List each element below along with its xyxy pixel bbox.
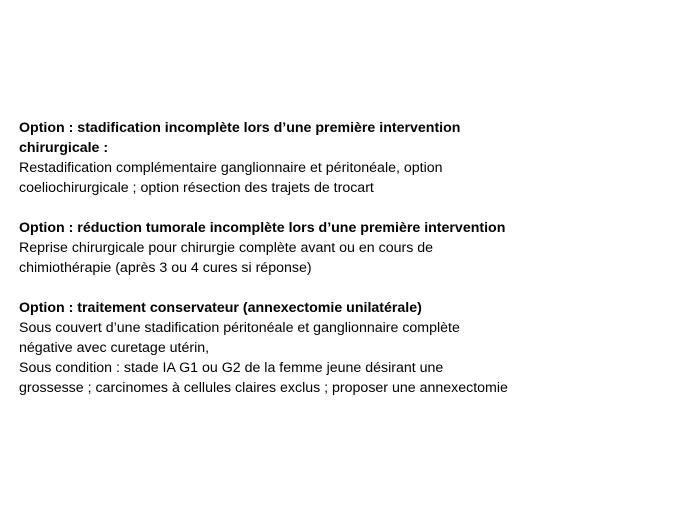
slide-content	[19, 118, 679, 418]
section-body-line: Sous couvert d’une stadification péritonéale et ganglionnaire complète	[19, 320, 460, 336]
option-incomplete-debulking	[19, 218, 679, 278]
section-body-line: Restadification complémentaire ganglionnaire et péritonéale, option	[19, 160, 443, 176]
option-conservative-treatment	[19, 298, 679, 398]
section-body-line: grossesse ; carcinomes à cellules claires exclus ; proposer une annexectomie	[19, 380, 508, 396]
section-heading-line: chirurgicale :	[19, 140, 109, 156]
section-heading-line: Option : réduction tumorale incomplète lors d’une première intervention	[19, 220, 506, 236]
section-body-line: coeliochirurgicale ; option résection des trajets de trocart	[19, 180, 374, 196]
section-heading-line: Option : stadification incomplète lors d’une première intervention	[19, 120, 461, 136]
option-incomplete-staging	[19, 118, 679, 198]
section-body-line: négative avec curetage utérin,	[19, 340, 210, 356]
section-heading-line: Option : traitement conservateur (annexectomie unilatérale)	[19, 300, 422, 316]
section-body-line: Reprise chirurgicale pour chirurgie complète avant ou en cours de	[19, 240, 434, 256]
section-body-line: Sous condition : stade IA G1 ou G2 de la femme jeune désirant une	[19, 360, 444, 376]
section-body-line: chimiothérapie (après 3 ou 4 cures si réponse)	[19, 260, 312, 276]
